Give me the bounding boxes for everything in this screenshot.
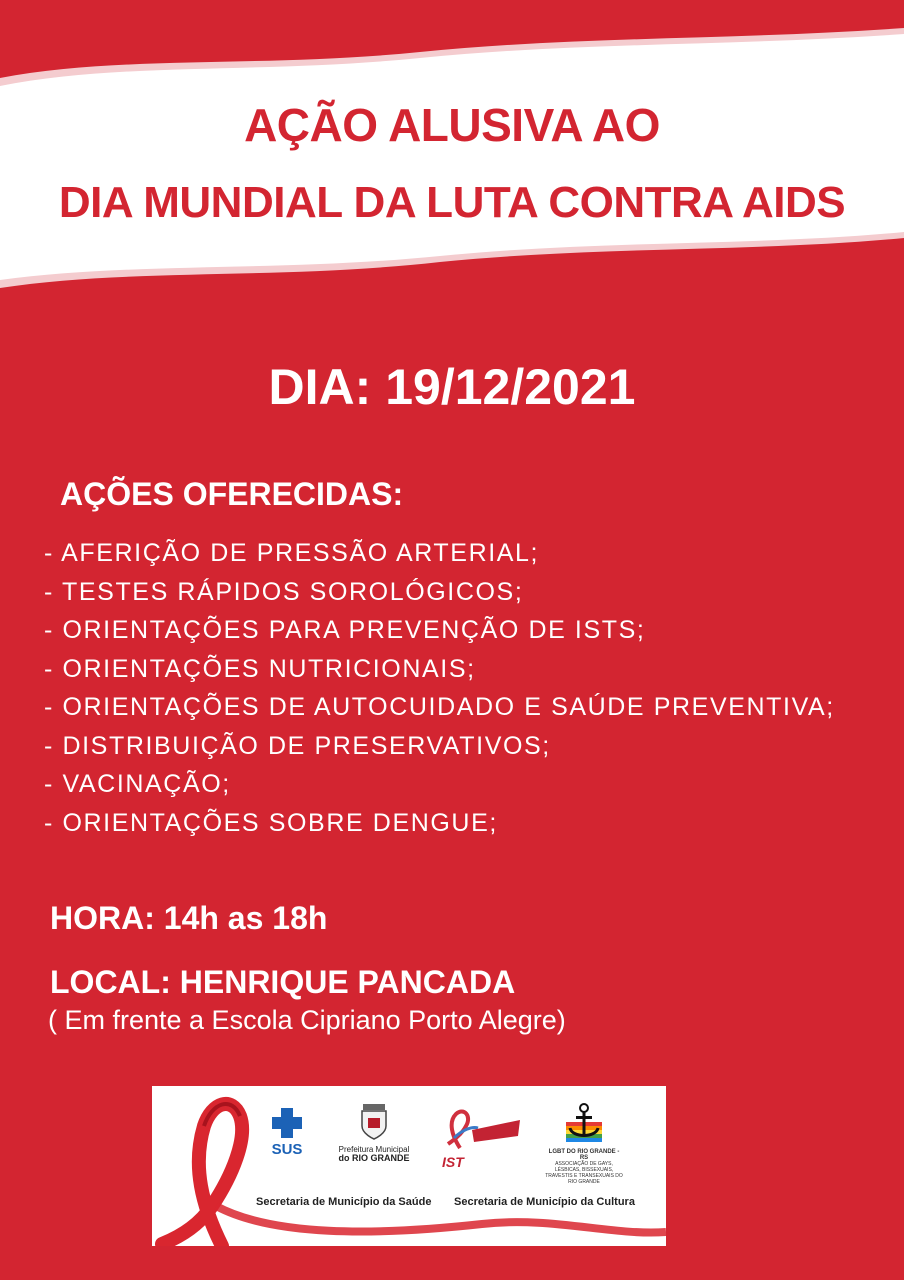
event-date: DIA: 19/12/2021 xyxy=(268,359,636,415)
action-item: - ORIENTAÇÕES SOBRE DENGUE; xyxy=(44,808,498,837)
action-item: - VACINAÇÃO; xyxy=(44,770,231,798)
lgbt-line1: LGBT DO RIO GRANDE - RS xyxy=(548,1149,620,1161)
title-line-2: DIA MUNDIAL DA LUTA CONTRA AIDS xyxy=(58,178,846,227)
actions-heading: AÇÕES OFERECIDAS: xyxy=(60,476,404,512)
coat-of-arms-icon xyxy=(359,1104,389,1140)
sus-logo-text: SUS xyxy=(271,1141,303,1158)
action-item: - DISTRIBUIÇÃO DE PRESERVATIVOS; xyxy=(44,731,551,760)
anchor-rainbow-icon xyxy=(562,1102,606,1144)
ist-ribbon-icon xyxy=(442,1108,522,1152)
action-item: - AFERIÇÃO DE PRESSÃO ARTERIAL; xyxy=(44,539,540,567)
ist-logo-text: IST xyxy=(442,1154,464,1170)
ist-logo xyxy=(442,1108,522,1170)
event-time: HORA: 14h as 18h xyxy=(50,900,328,936)
sus-cross-icon xyxy=(268,1108,306,1138)
action-item: - ORIENTAÇÕES NUTRICIONAIS; xyxy=(44,654,476,683)
sus-logo xyxy=(262,1108,312,1158)
title-line-1: AÇÃO ALUSIVA AO xyxy=(244,99,660,151)
action-item: - ORIENTAÇÕES DE AUTOCUIDADO E SAÚDE PREVENTIVA; xyxy=(44,693,835,721)
action-item: - TESTES RÁPIDOS SOROLÓGICOS; xyxy=(44,577,524,606)
sponsors-panel xyxy=(152,1086,666,1246)
event-location: LOCAL: HENRIQUE PANCADA xyxy=(50,964,516,1000)
prefeitura-logo xyxy=(334,1104,414,1163)
action-item: - ORIENTAÇÕES PARA PREVENÇÃO DE ISTS; xyxy=(44,616,646,644)
lgbt-line2: ASSOCIAÇÃO DE GAYS, LÉSBICAS, BISSEXUAIS, TRAVESTIS E TRANSEXUAIS DO RIO GRANDE xyxy=(545,1161,623,1185)
lgbt-logo xyxy=(544,1102,624,1185)
secretaria-cultura-label: Secretaria de Município da Cultura xyxy=(454,1196,635,1208)
prefeitura-line1: Prefeitura Municipal xyxy=(338,1145,410,1154)
prefeitura-line2: do RIO GRANDE xyxy=(338,1153,410,1163)
event-location-detail: ( Em frente a Escola Cipriano Porto Alegre) xyxy=(48,1005,566,1035)
secretaria-saude-label: Secretaria de Município da Saúde xyxy=(256,1196,432,1208)
actions-list xyxy=(44,534,835,842)
